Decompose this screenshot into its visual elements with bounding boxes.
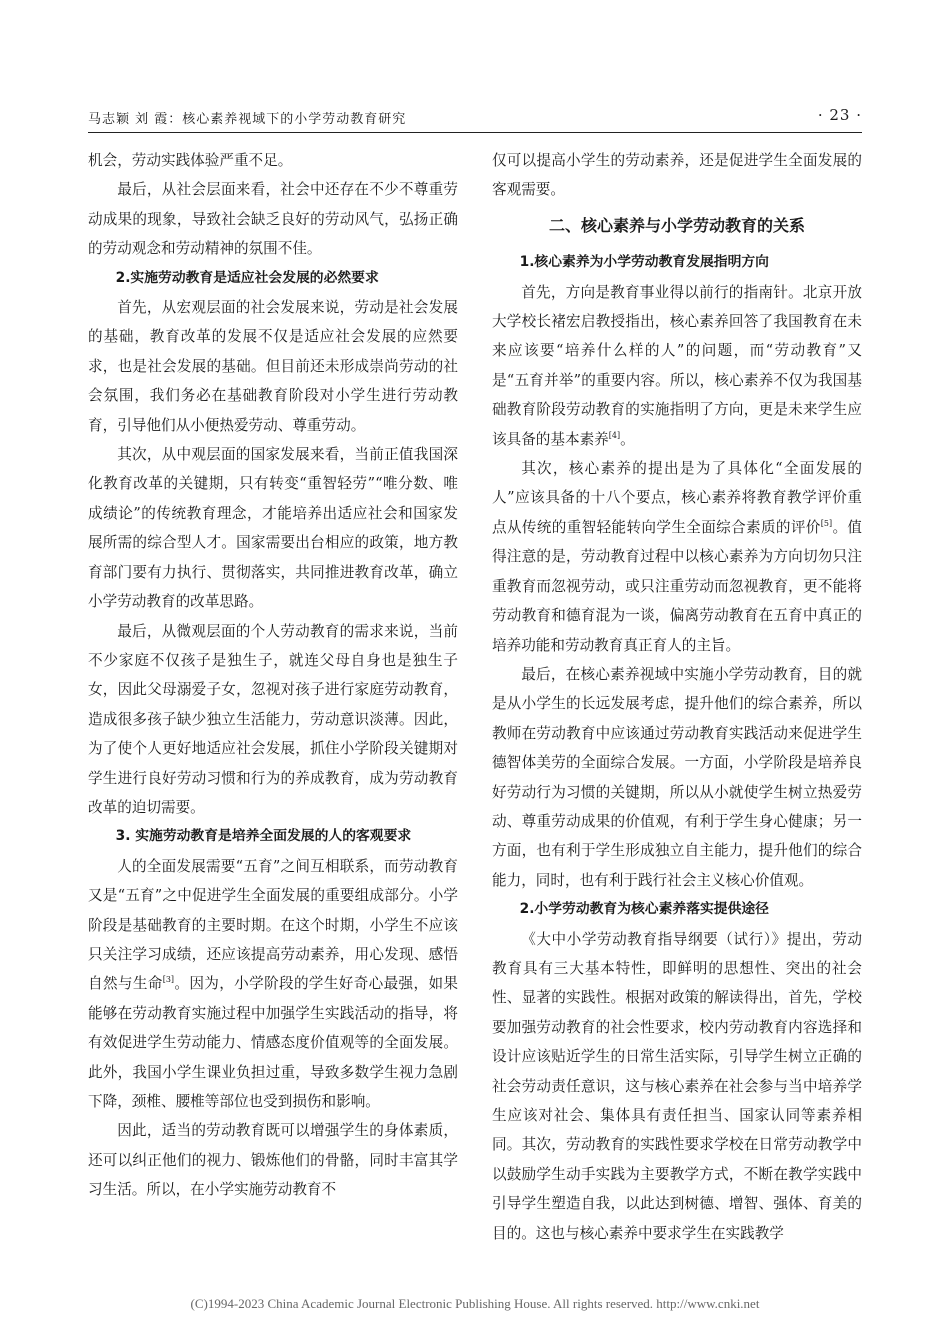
paragraph: 最后，从社会层面来看，社会中还存在不少不尊重劳动成果的现象，导致社会缺乏良好的劳动风气，弘扬正确的劳动观念和劳动精神的氛围不佳。 [88, 181, 458, 258]
subsection-heading: 3. 实施劳动教育是培养全面发展的人的客观要求 [115, 828, 412, 845]
running-header [88, 104, 862, 130]
page-number: · 23 · [817, 106, 862, 124]
citation-marker: [3] [162, 975, 175, 985]
paragraph: 《大中小学劳动教育指导纲要（试行）》提出，劳动教育具有三大基本特性，即鲜明的思想性、突出的社会性、显著的实践性。根据对政策的解读得出，首先，学校要加强劳动教育的社会性要求，校内劳动教育内容选择和设计应该贴近学生的日常生活实际，引导学生树立正确的社会劳动责任意识，这与核心素养在社会参与当中培养学生应该对社会、集体具有责任担当、国家认同等素养相同。其次，劳动教育的实践性要求学校在日常劳动教学中以鼓励学生动手实践为主要教学方式，不断在教学实践中引导学生塑造自我，以此达到树德、增智、强体、育美的目的。这也与核心素养中要求学生在实践教学 [492, 930, 862, 1242]
paragraph-text: 其次，核心素养的提出是为了具体化“全面发展的人”应该具备的十八个要点，核心素养将教育教学评价重点从传统的重智轻能转向学生全面综合素质的评价 [492, 460, 862, 536]
paragraph: 仅可以提高小学生的劳动素养，还是促进学生全面发展的客观需要。 [492, 152, 862, 199]
paragraph: 最后，从微观层面的个人劳动教育的需求来说，当前不少家庭不仅孩子是独生子，就连父母自身也是独生子女，因此父母溺爱子女，忽视对孩子进行家庭劳动教育，造成很多孩子缺少独立生活能力，劳动意识淡薄。因此，为了使个人更好地适应社会发展，抓住小学阶段关键期对学生进行良好劳动习惯和行为的养成教育，成为劳动教育改革的迫切需要。 [88, 622, 458, 816]
paragraph-text: 。值得注意的是，劳动教育过程中以核心素养为方向切勿只注重教育而忽视劳动，或只注重劳动而忽视教育，更不能将劳动教育和德育混为一谈，偏离劳动教育在五育中真正的培养功能和劳动教育真正育人的主旨。 [492, 518, 862, 654]
copyright-footer: (C)1994-2023 China Academic Journal Electronic Publishing House. All rights reserved. http://www.cnki.net [190, 1296, 760, 1311]
header-rule [88, 132, 862, 133]
paragraph: 因此，适当的劳动教育既可以增强学生的身体素质，还可以纠正他们的视力、锻炼他们的骨骼，同时丰富其学习生活。所以，在小学实施劳动教育不 [88, 1122, 458, 1199]
paragraph-text: 。 [620, 430, 635, 448]
left-column [88, 146, 458, 1205]
paragraph [492, 278, 862, 454]
paragraph: 最后，在核心素养视域中实施小学劳动教育，目的就是从小学生的长远发展考虑，提升他们的综合素养，所以教师在劳动教育中应该通过劳动教育实践活动来促进学生德智体美劳的全面综合发展。一方面，小学阶段是培养良好劳动行为习惯的关键期，所以从小就使学生树立热爱劳动、尊重劳动成果的价值观，有利于学生身心健康；另一方面，也有利于学生形成独立自主能力，提升他们的综合能力，同时，也有利于践行社会主义核心价值观。 [492, 665, 862, 889]
paragraph: 其次，从中观层面的国家发展来看，当前正值我国深化教育改革的关键期，只有转变“重智轻劳”“唯分数、唯成绩论”的传统教育理念，才能培养出适应社会和国家发展所需的综合型人才。国家需要出台相应的政策，地方教育部门要有力执行、贯彻落实，共同推进教育改革，确立小学劳动教育的改革思路。 [88, 446, 458, 611]
paragraph-text: 人的全面发展需要“五育”之间互相联系，而劳动教育又是“五育”之中促进学生全面发展的重要组成部分。小学阶段是基础教育的主要时期。在这个时期，小学生不应该只关注学习成绩，还应该提高劳动素养，用心发现、感悟自然与生命 [88, 857, 458, 993]
right-column [492, 146, 862, 1248]
paragraph-text: 。因为，小学阶段的学生好奇心最强，如果能够在劳动教育实施过程中加强学生实践活动的指导，将有效促进学生劳动能力、情感态度价值观等的全面发展。此外，我国小学生课业负担过重，导致多数学生视力急剧下降，颈椎、腰椎等部位也受到损伤和影响。 [88, 975, 458, 1110]
citation-marker: [5] [820, 519, 833, 529]
subsection-heading: 1.核心素养为小学劳动教育发展指明方向 [519, 254, 769, 271]
citation-marker: [4] [608, 430, 621, 440]
paragraph-text: 首先，方向是教育事业得以前行的指南针。北京开放大学校长褚宏启教授指出，核心素养回答了我国教育在未来应该要“培养什么样的人”的问题，而“劳动教育”又是“五育并举”的重要内容。所以，核心素养不仅为我国基础教育阶段劳动教育的实施指明了方向，更是未来学生应该具备的基本素养 [492, 283, 862, 448]
subsection-heading: 2.小学劳动教育为核心素养落实提供途径 [519, 901, 769, 918]
section-heading: 二、核心素养与小学劳动教育的关系 [548, 215, 805, 235]
paragraph: 机会，劳动实践体验严重不足。 [88, 152, 293, 169]
paragraph [492, 454, 862, 660]
subsection-heading: 2.实施劳动教育是适应社会发展的必然要求 [115, 269, 379, 286]
paragraph: 首先，从宏观层面的社会发展来说，劳动是社会发展的基础，教育改革的发展不仅是适应社会发展的应然要求，也是社会发展的基础。但目前还未形成崇尚劳动的社会氛围，我们务必在基础教育阶段对小学生进行劳动教育，引导他们从小便热爱劳动、尊重劳动。 [88, 299, 458, 434]
running-title: 马志颖 刘 霞：核心素养视域下的小学劳动教育研究 [88, 112, 407, 127]
paragraph [88, 852, 458, 1117]
